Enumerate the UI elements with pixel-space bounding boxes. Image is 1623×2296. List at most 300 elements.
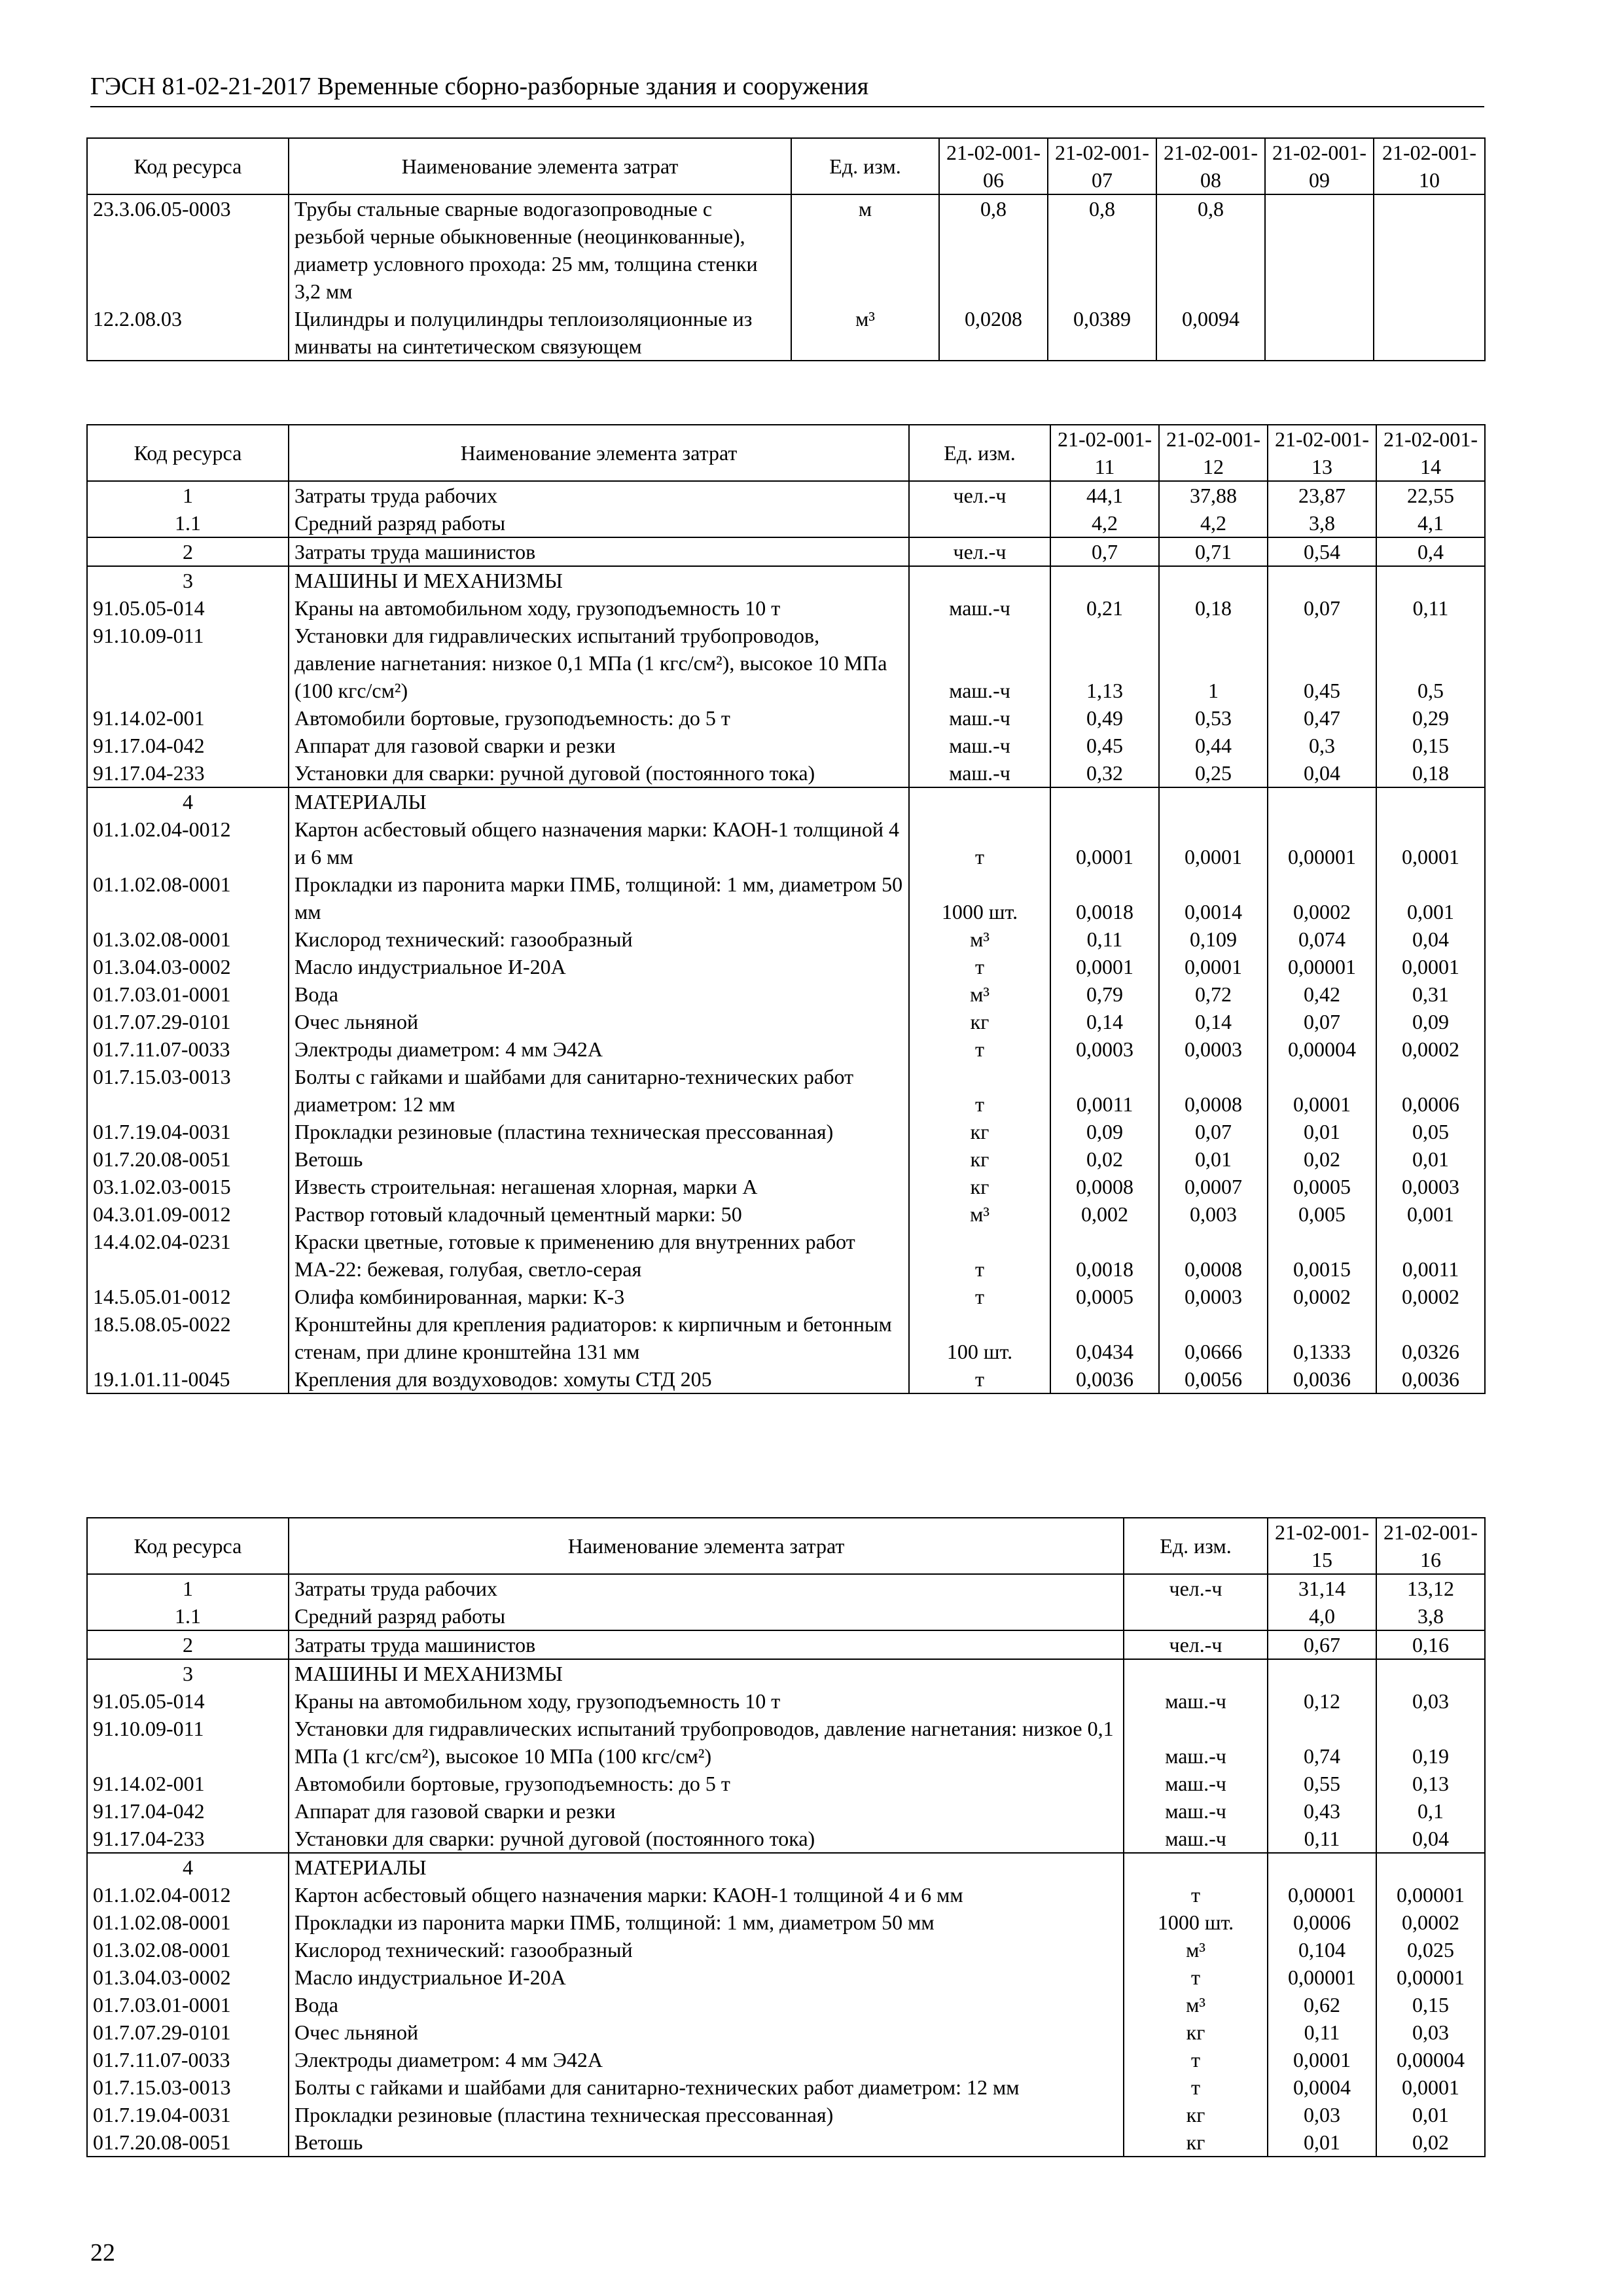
cell-resource-code: 01.7.15.03-0013 [87, 2073, 289, 2101]
cell-value: 0,29 [1376, 704, 1485, 732]
cell-value: 0,04 [1376, 1825, 1485, 1853]
cell-resource-code: 2 [87, 537, 289, 566]
cell-unit: маш.-ч [1124, 1687, 1268, 1715]
table-row [87, 816, 1485, 870]
cell-value: 0,45 [1268, 622, 1376, 704]
cell-element-name: Средний разряд работы [289, 509, 909, 537]
cell-value: 0,19 [1376, 1715, 1485, 1770]
table-row [87, 537, 1485, 566]
table-row [87, 1715, 1485, 1770]
cell-value: 0,42 [1268, 980, 1376, 1008]
cell-value: 0,71 [1159, 537, 1268, 566]
cell-value: 0,62 [1268, 1991, 1376, 2018]
cell-value: 0,74 [1268, 1715, 1376, 1770]
table-row [87, 2018, 1485, 2046]
cell-value: 0,0005 [1050, 1283, 1159, 1310]
table-row [87, 1200, 1485, 1228]
cell-resource-code: 1 [87, 481, 289, 509]
cell-resource-code: 01.7.11.07-0033 [87, 1035, 289, 1063]
cell-value: 0,8 [1048, 194, 1156, 305]
cell-resource-code: 03.1.02.03-0015 [87, 1173, 289, 1200]
cell-resource-code: 01.3.02.08-0001 [87, 925, 289, 953]
cell-value [1159, 787, 1268, 816]
cell-value [1376, 787, 1485, 816]
cell-element-name: Кронштейны для крепления радиаторов: к кирпичным и бетонным стенам, при длине кронштейна 131 мм [289, 1310, 909, 1365]
col-header-code-07: 21-02-001-07 [1048, 138, 1156, 194]
table-row [87, 1991, 1485, 2018]
cell-element-name: Установки для гидравлических испытаний трубопроводов, давление нагнетания: низкое 0,1 МПа (1 кгс/см²), высокое 10 МПа (100 кгс/см²) [289, 622, 909, 704]
cell-resource-code: 01.3.04.03-0002 [87, 1964, 289, 1991]
cell-unit: м [791, 194, 939, 305]
cell-value: 0,02 [1376, 2128, 1485, 2157]
cell-value [1268, 1853, 1376, 1881]
cell-value: 0,00001 [1268, 816, 1376, 870]
cell-unit: маш.-ч [909, 594, 1050, 622]
cell-value: 0,0389 [1048, 305, 1156, 361]
cell-unit: кг [1124, 2128, 1268, 2157]
cell-value: 0,15 [1376, 732, 1485, 759]
cell-element-name: Затраты труда рабочих [289, 1574, 1124, 1602]
cell-value: 0,0002 [1376, 1035, 1485, 1063]
col-header-code-12: 21-02-001-12 [1159, 425, 1268, 481]
cell-value: 0,04 [1376, 925, 1485, 953]
table-row [87, 1825, 1485, 1853]
cell-value: 0,0001 [1376, 2073, 1485, 2101]
cell-value: 0,0036 [1050, 1365, 1159, 1393]
cell-value: 0,00004 [1268, 1035, 1376, 1063]
cell-resource-code: 91.17.04-233 [87, 759, 289, 787]
cell-element-name: Электроды диаметром: 4 мм Э42А [289, 2046, 1124, 2073]
cell-value: 0,0036 [1376, 1365, 1485, 1393]
table-row [87, 194, 1485, 305]
page-header-title: ГЭСН 81-02-21-2017 Временные сборно-разборные здания и сооружения [90, 73, 869, 100]
cell-value: 0,32 [1050, 759, 1159, 787]
cell-unit [1124, 1602, 1268, 1630]
table-row [87, 2073, 1485, 2101]
cell-resource-code: 23.3.06.05-0003 [87, 194, 289, 305]
cell-resource-code: 18.5.08.05-0022 [87, 1310, 289, 1365]
col-header-code-11: 21-02-001-11 [1050, 425, 1159, 481]
cell-value: 0,0006 [1376, 1063, 1485, 1118]
table-row [87, 1574, 1485, 1602]
col-header-code-10: 21-02-001-10 [1374, 138, 1485, 194]
col-header-code-16: 21-02-001-16 [1376, 1518, 1485, 1574]
cell-element-name: Автомобили бортовые, грузоподъемность: до 5 т [289, 1770, 1124, 1797]
cell-value [1159, 566, 1268, 594]
cell-resource-code: 01.1.02.08-0001 [87, 1909, 289, 1936]
table-row [87, 509, 1485, 537]
cell-element-name: Краны на автомобильном ходу, грузоподъемность 10 т [289, 1687, 1124, 1715]
cell-unit: маш.-ч [909, 732, 1050, 759]
cell-unit: м³ [1124, 1991, 1268, 2018]
cell-value: 0,0094 [1156, 305, 1265, 361]
cell-value [1268, 787, 1376, 816]
cell-unit: т [1124, 2073, 1268, 2101]
cell-element-name: Ветошь [289, 1145, 909, 1173]
cell-element-name: Ветошь [289, 2128, 1124, 2157]
table-row [87, 759, 1485, 787]
cell-value [1376, 1659, 1485, 1687]
table-row [87, 704, 1485, 732]
cell-value: 4,1 [1376, 509, 1485, 537]
cell-element-name: МАШИНЫ И МЕХАНИЗМЫ [289, 1659, 1124, 1687]
col-header-code-14: 21-02-001-14 [1376, 425, 1485, 481]
cell-resource-code: 14.4.02.04-0231 [87, 1228, 289, 1283]
cell-value: 1,13 [1050, 622, 1159, 704]
cell-resource-code: 91.17.04-042 [87, 732, 289, 759]
cell-unit: т [1124, 1964, 1268, 1991]
cell-value: 0,0056 [1159, 1365, 1268, 1393]
table-row [87, 566, 1485, 594]
cell-value: 0,7 [1050, 537, 1159, 566]
cell-unit: маш.-ч [909, 759, 1050, 787]
cell-value: 0,0005 [1268, 1173, 1376, 1200]
cell-value: 22,55 [1376, 481, 1485, 509]
cell-value: 0,00001 [1268, 1881, 1376, 1909]
cell-unit: т [909, 953, 1050, 980]
cell-unit [1124, 1853, 1268, 1881]
cell-value: 0,05 [1376, 1118, 1485, 1145]
cell-value: 0,02 [1268, 1145, 1376, 1173]
cell-element-name: Вода [289, 1991, 1124, 2018]
cell-value: 0,55 [1268, 1770, 1376, 1797]
table-row [87, 1881, 1485, 1909]
col-header-name: Наименование элемента затрат [289, 425, 909, 481]
cell-resource-code: 01.3.02.08-0001 [87, 1936, 289, 1964]
cell-value: 0,07 [1268, 594, 1376, 622]
cell-value: 3,8 [1376, 1602, 1485, 1630]
cell-resource-code: 01.7.15.03-0013 [87, 1063, 289, 1118]
cell-resource-code: 91.17.04-042 [87, 1797, 289, 1825]
cell-value: 0,11 [1050, 925, 1159, 953]
cell-unit: т [1124, 2046, 1268, 2073]
cell-value: 0,3 [1268, 732, 1376, 759]
table-row [87, 1687, 1485, 1715]
cell-unit [909, 566, 1050, 594]
cell-value: 0,49 [1050, 704, 1159, 732]
cell-element-name: Очес льняной [289, 2018, 1124, 2046]
cell-value: 0,002 [1050, 1200, 1159, 1228]
cell-value: 0,104 [1268, 1936, 1376, 1964]
cell-value: 0,79 [1050, 980, 1159, 1008]
cell-value [1265, 194, 1374, 305]
cell-unit: 100 шт. [909, 1310, 1050, 1365]
cell-value: 0,67 [1268, 1630, 1376, 1659]
cell-value: 0,13 [1376, 1770, 1485, 1797]
cell-unit: чел.-ч [1124, 1630, 1268, 1659]
cell-value: 0,15 [1376, 1991, 1485, 2018]
cell-value: 4,2 [1050, 509, 1159, 537]
cell-resource-code: 01.1.02.04-0012 [87, 1881, 289, 1909]
cell-value: 0,0008 [1159, 1228, 1268, 1283]
cell-value: 0,0011 [1376, 1228, 1485, 1283]
cell-resource-code: 01.7.07.29-0101 [87, 2018, 289, 2046]
resource-table-1 [86, 137, 1486, 361]
cell-value: 0,53 [1159, 704, 1268, 732]
cell-value: 0,54 [1268, 537, 1376, 566]
cell-element-name: Средний разряд работы [289, 1602, 1124, 1630]
cell-value: 0,01 [1376, 2101, 1485, 2128]
cell-value: 0,0001 [1376, 816, 1485, 870]
cell-value: 31,14 [1268, 1574, 1376, 1602]
cell-value: 0,001 [1376, 1200, 1485, 1228]
cell-unit: кг [909, 1145, 1050, 1173]
cell-resource-code: 01.1.02.08-0001 [87, 870, 289, 925]
cell-element-name: Автомобили бортовые, грузоподъемность: до 5 т [289, 704, 909, 732]
col-header-code-15: 21-02-001-15 [1268, 1518, 1376, 1574]
cell-element-name: Установки для сварки: ручной дуговой (постоянного тока) [289, 1825, 1124, 1853]
cell-value: 0,01 [1376, 1145, 1485, 1173]
cell-value: 0,0011 [1050, 1063, 1159, 1118]
cell-value: 0,0003 [1159, 1283, 1268, 1310]
table-row [87, 1283, 1485, 1310]
table-row [87, 980, 1485, 1008]
cell-value: 0,074 [1268, 925, 1376, 953]
table-row [87, 953, 1485, 980]
col-header-code-09: 21-02-001-09 [1265, 138, 1374, 194]
cell-value: 0,03 [1268, 2101, 1376, 2128]
cell-resource-code: 91.14.02-001 [87, 704, 289, 732]
cell-element-name: Масло индустриальное И-20А [289, 953, 909, 980]
cell-unit: маш.-ч [909, 622, 1050, 704]
cell-value: 0,01 [1268, 1118, 1376, 1145]
table-row [87, 2046, 1485, 2073]
cell-resource-code: 91.14.02-001 [87, 1770, 289, 1797]
cell-resource-code: 91.10.09-011 [87, 622, 289, 704]
cell-resource-code: 04.3.01.09-0012 [87, 1200, 289, 1228]
cell-value: 0,0001 [1376, 953, 1485, 980]
cell-value: 0,04 [1268, 759, 1376, 787]
cell-unit: т [909, 1063, 1050, 1118]
cell-value: 0,00004 [1376, 2046, 1485, 2073]
cell-value [1374, 305, 1485, 361]
cell-value: 44,1 [1050, 481, 1159, 509]
table-row [87, 1853, 1485, 1881]
cell-value [1268, 1659, 1376, 1687]
cell-value [1268, 566, 1376, 594]
cell-element-name: Краски цветные, готовые к применению для внутренних работ МА-22: бежевая, голубая, светло-серая [289, 1228, 909, 1283]
cell-unit: кг [909, 1118, 1050, 1145]
cell-value: 0,0018 [1050, 870, 1159, 925]
cell-value: 0,5 [1376, 622, 1485, 704]
cell-value: 0,11 [1268, 1825, 1376, 1853]
col-header-code: Код ресурса [87, 425, 289, 481]
cell-resource-code: 01.7.11.07-0033 [87, 2046, 289, 2073]
cell-value: 0,16 [1376, 1630, 1485, 1659]
cell-unit: м³ [909, 1200, 1050, 1228]
cell-value: 0,12 [1268, 1687, 1376, 1715]
cell-value: 0,0008 [1159, 1063, 1268, 1118]
cell-value [1376, 1853, 1485, 1881]
cell-value: 0,0003 [1376, 1173, 1485, 1200]
cell-value: 0,8 [939, 194, 1048, 305]
cell-value: 0,0666 [1159, 1310, 1268, 1365]
cell-resource-code: 01.7.19.04-0031 [87, 1118, 289, 1145]
cell-value: 0,109 [1159, 925, 1268, 953]
cell-resource-code: 3 [87, 566, 289, 594]
cell-value: 13,12 [1376, 1574, 1485, 1602]
cell-value: 0,72 [1159, 980, 1268, 1008]
cell-element-name: Олифа комбинированная, марки: К-3 [289, 1283, 909, 1310]
cell-unit: маш.-ч [1124, 1715, 1268, 1770]
cell-value: 0,8 [1156, 194, 1265, 305]
cell-resource-code: 01.7.03.01-0001 [87, 980, 289, 1008]
cell-unit: чел.-ч [909, 537, 1050, 566]
cell-value: 0,0008 [1050, 1173, 1159, 1200]
cell-element-name: Вода [289, 980, 909, 1008]
table-row [87, 1118, 1485, 1145]
table-row [87, 1145, 1485, 1173]
cell-element-name: МАТЕРИАЛЫ [289, 787, 909, 816]
cell-element-name: Цилиндры и полуцилиндры теплоизоляционные из минваты на синтетическом связующем [289, 305, 791, 361]
cell-value: 0,0002 [1376, 1909, 1485, 1936]
cell-resource-code: 91.05.05-014 [87, 1687, 289, 1715]
cell-element-name: Масло индустриальное И-20А [289, 1964, 1124, 1991]
cell-element-name: Картон асбестовый общего назначения марки: КАОН-1 толщиной 4 и 6 мм [289, 816, 909, 870]
cell-element-name: Болты с гайками и шайбами для санитарно-технических работ диаметром: 12 мм [289, 2073, 1124, 2101]
table-row [87, 1365, 1485, 1393]
col-header-code-13: 21-02-001-13 [1268, 425, 1376, 481]
cell-resource-code: 91.05.05-014 [87, 594, 289, 622]
cell-element-name: Прокладки из паронита марки ПМБ, толщиной: 1 мм, диаметром 50 мм [289, 1909, 1124, 1936]
cell-unit: м³ [909, 925, 1050, 953]
cell-unit: кг [909, 1173, 1050, 1200]
table-header-row [87, 425, 1485, 481]
cell-resource-code: 01.3.04.03-0002 [87, 953, 289, 980]
cell-resource-code: 01.7.20.08-0051 [87, 2128, 289, 2157]
cell-value: 0,01 [1159, 1145, 1268, 1173]
cell-element-name: Затраты труда машинистов [289, 1630, 1124, 1659]
cell-element-name: Крепления для воздуховодов: хомуты СТД 205 [289, 1365, 909, 1393]
table-row [87, 1173, 1485, 1200]
cell-value: 0,001 [1376, 870, 1485, 925]
table-row [87, 1659, 1485, 1687]
cell-element-name: Кислород технический: газообразный [289, 925, 909, 953]
cell-unit: 1000 шт. [1124, 1909, 1268, 1936]
cell-value: 0,003 [1159, 1200, 1268, 1228]
cell-value: 0,14 [1050, 1008, 1159, 1035]
cell-unit: м³ [791, 305, 939, 361]
cell-element-name: Кислород технический: газообразный [289, 1936, 1124, 1964]
cell-value: 0,0208 [939, 305, 1048, 361]
cell-value: 0,1 [1376, 1797, 1485, 1825]
cell-resource-code: 01.7.20.08-0051 [87, 1145, 289, 1173]
resource-table-3 [86, 1517, 1486, 2157]
table-row [87, 1909, 1485, 1936]
cell-value: 0,0018 [1050, 1228, 1159, 1283]
cell-unit: кг [909, 1008, 1050, 1035]
cell-resource-code: 01.7.07.29-0101 [87, 1008, 289, 1035]
table-row [87, 925, 1485, 953]
cell-value: 0,07 [1268, 1008, 1376, 1035]
col-header-unit: Ед. изм. [1124, 1518, 1268, 1574]
cell-unit: 1000 шт. [909, 870, 1050, 925]
cell-value: 0,01 [1268, 2128, 1376, 2157]
cell-resource-code: 2 [87, 1630, 289, 1659]
cell-value [1050, 566, 1159, 594]
col-header-name: Наименование элемента затрат [289, 1518, 1124, 1574]
cell-value: 0,4 [1376, 537, 1485, 566]
resource-table-2 [86, 424, 1486, 1394]
cell-value: 0,00001 [1268, 953, 1376, 980]
cell-value: 0,00001 [1376, 1964, 1485, 1991]
cell-element-name: Болты с гайками и шайбами для санитарно-технических работ диаметром: 12 мм [289, 1063, 909, 1118]
cell-value: 0,0001 [1268, 2046, 1376, 2073]
table-row [87, 481, 1485, 509]
cell-unit: чел.-ч [1124, 1574, 1268, 1602]
col-header-code-08: 21-02-001-08 [1156, 138, 1265, 194]
cell-value: 4,2 [1159, 509, 1268, 537]
cell-element-name: Краны на автомобильном ходу, грузоподъемность 10 т [289, 594, 909, 622]
table-row [87, 870, 1485, 925]
cell-value: 0,03 [1376, 1687, 1485, 1715]
cell-value: 0,0014 [1159, 870, 1268, 925]
cell-unit: маш.-ч [1124, 1825, 1268, 1853]
table-row [87, 1228, 1485, 1283]
cell-value: 0,005 [1268, 1200, 1376, 1228]
cell-value: 0,0003 [1050, 1035, 1159, 1063]
cell-unit: т [909, 1035, 1050, 1063]
cell-element-name: МАТЕРИАЛЫ [289, 1853, 1124, 1881]
table-header-row [87, 1518, 1485, 1574]
cell-value: 1 [1159, 622, 1268, 704]
table-row [87, 594, 1485, 622]
cell-element-name: Прокладки резиновые (пластина техническая прессованная) [289, 1118, 909, 1145]
cell-value: 0,0002 [1268, 870, 1376, 925]
cell-element-name: Аппарат для газовой сварки и резки [289, 1797, 1124, 1825]
cell-unit [909, 787, 1050, 816]
cell-resource-code: 1 [87, 1574, 289, 1602]
table-row [87, 1035, 1485, 1063]
cell-resource-code: 19.1.01.11-0045 [87, 1365, 289, 1393]
cell-value: 0,03 [1376, 2018, 1485, 2046]
cell-value: 0,09 [1050, 1118, 1159, 1145]
cell-value: 0,18 [1376, 759, 1485, 787]
cell-unit: кг [1124, 2018, 1268, 2046]
cell-value [1376, 566, 1485, 594]
table-row [87, 732, 1485, 759]
cell-resource-code: 1.1 [87, 1602, 289, 1630]
cell-element-name: Установки для гидравлических испытаний трубопроводов, давление нагнетания: низкое 0,1 МПа (1 кгс/см²), высокое 10 МПа (100 кгс/см²) [289, 1715, 1124, 1770]
cell-resource-code: 91.17.04-233 [87, 1825, 289, 1853]
col-header-unit: Ед. изм. [791, 138, 939, 194]
table-row [87, 622, 1485, 704]
cell-resource-code: 01.7.19.04-0031 [87, 2101, 289, 2128]
table-row [87, 1630, 1485, 1659]
cell-resource-code: 12.2.08.03 [87, 305, 289, 361]
table-header-row [87, 138, 1485, 194]
cell-unit: м³ [1124, 1936, 1268, 1964]
cell-value: 0,02 [1050, 1145, 1159, 1173]
cell-unit: т [1124, 1881, 1268, 1909]
cell-value [1050, 787, 1159, 816]
cell-unit: чел.-ч [909, 481, 1050, 509]
cell-resource-code: 01.1.02.04-0012 [87, 816, 289, 870]
cell-value: 0,0001 [1159, 816, 1268, 870]
cell-value: 0,31 [1376, 980, 1485, 1008]
cell-resource-code: 1.1 [87, 509, 289, 537]
col-header-name: Наименование элемента затрат [289, 138, 791, 194]
cell-value: 0,11 [1376, 594, 1485, 622]
cell-value: 0,0434 [1050, 1310, 1159, 1365]
table-row [87, 1770, 1485, 1797]
page-number: 22 [90, 2239, 115, 2267]
cell-element-name: Затраты труда машинистов [289, 537, 909, 566]
table-row [87, 2101, 1485, 2128]
cell-element-name: Установки для сварки: ручной дуговой (постоянного тока) [289, 759, 909, 787]
cell-unit: маш.-ч [909, 704, 1050, 732]
cell-element-name: Очес льняной [289, 1008, 909, 1035]
